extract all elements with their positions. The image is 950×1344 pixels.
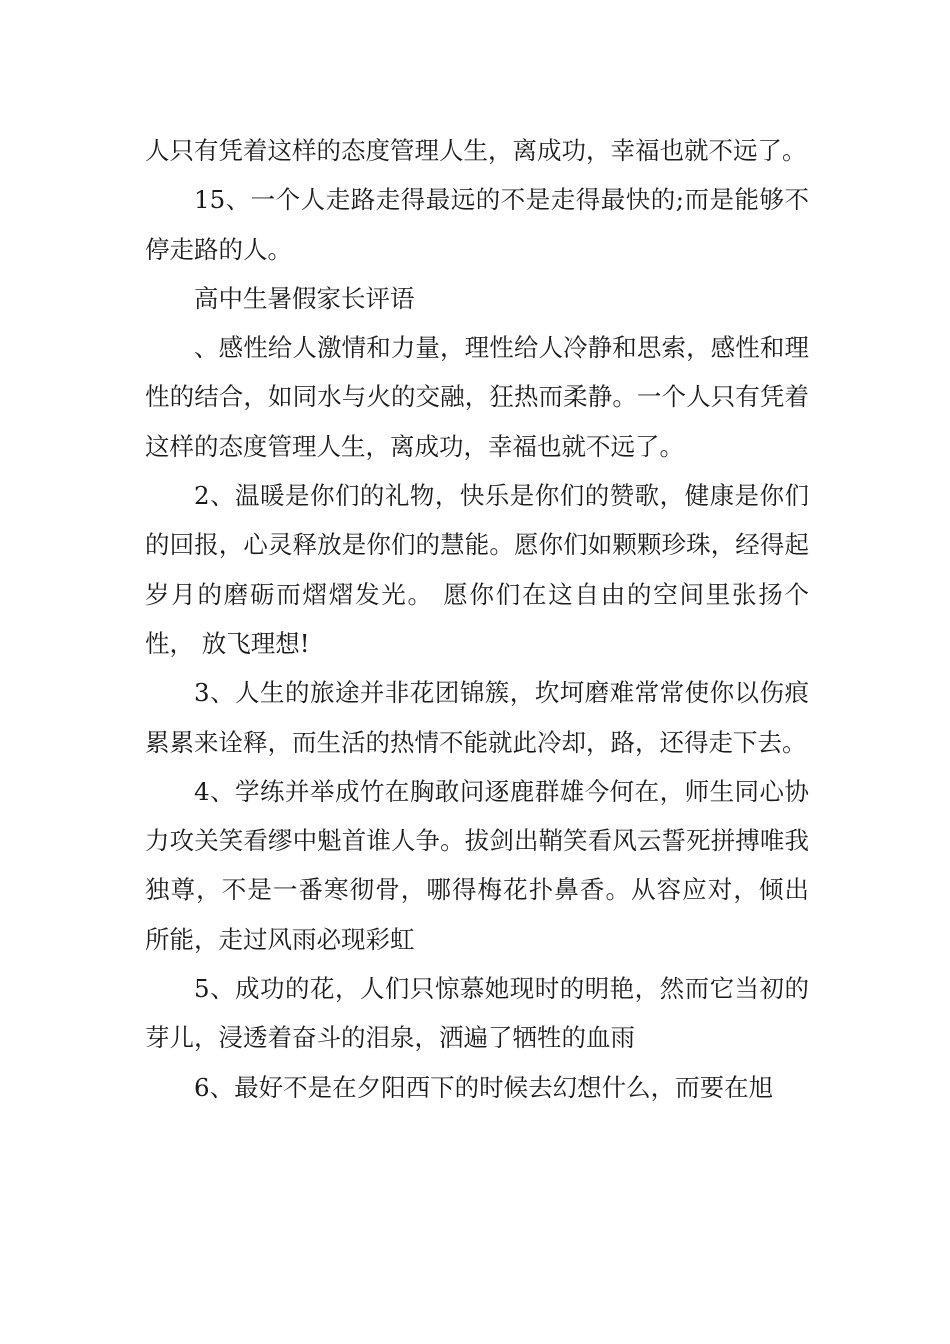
paragraph-item-6: 6、最好不是在夕阳西下的时候去幻想什么，而要在旭 (194, 1072, 774, 1102)
paragraph-item-1: 、感性给人激情和力量，理性给人冷静和思索，感性和理性的结合，如同水与火的交融，狂热而柔静。一个人只有凭着这样的态度管理人生，离成功，幸福也就不远了。 (145, 333, 809, 461)
section-heading: 高中生暑假家长评语 (194, 283, 415, 313)
paragraph-item-3: 3、人生的旅途并非花团锦簇，坎坷磨难常常使你以伤痕累累来诠释，而生活的热情不能就此冷却，路，还得走下去。 (145, 678, 809, 757)
paragraph-item-5: 5、成功的花，人们只惊慕她现时的明艳，然而它当初的芽儿，浸透着奋斗的泪泉，洒遍了牺牲的血雨 (145, 974, 809, 1053)
document-body (145, 126, 809, 1112)
paragraph-item-2: 2、温暖是你们的礼物，快乐是你们的赞歌，健康是你们的回报，心灵释放是你们的慧能。愿你们如颗颗珍珠，经得起岁月的磨砺而熠熠发光。 愿你们在这自由的空间里张扬个性， 放飞理想! (145, 481, 809, 658)
paragraph-item-4: 4、学练并举成竹在胸敢问逐鹿群雄今何在，师生同心协力攻关笑看缪中魁首谁人争。拔剑出鞘笑看风云誓死拼搏唯我独尊，不是一番寒彻骨，哪得梅花扑鼻香。从容应对，倾出 所能，走过风雨必现彩虹 (145, 776, 809, 954)
paragraph-continuation: 人只有凭着这样的态度管理人生，离成功，幸福也就不远了。 (145, 136, 807, 165)
paragraph-item-15: 15、一个人走路走得最远的不是走得最快的;而是能够不停走路的人。 (145, 185, 809, 264)
